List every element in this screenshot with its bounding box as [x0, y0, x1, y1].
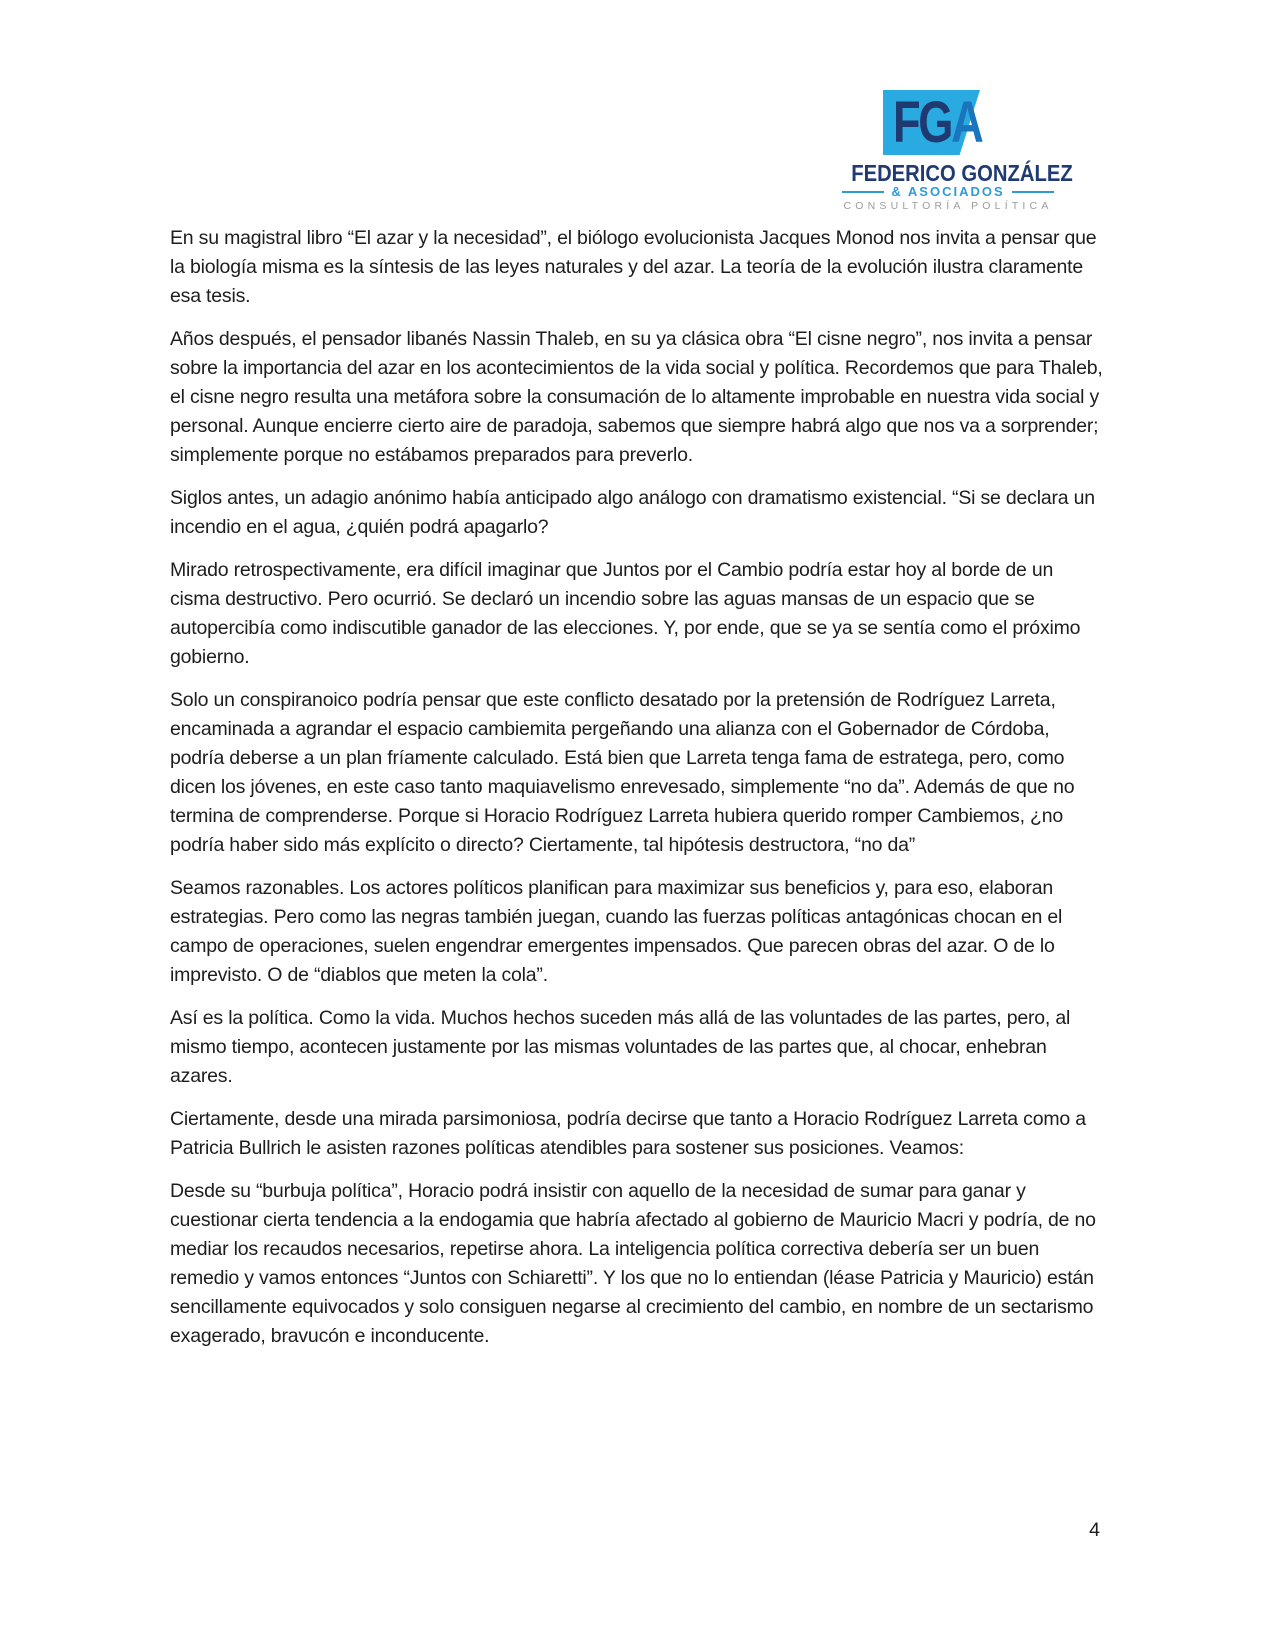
paragraph-5: Solo un conspiranoico podría pensar que este conflicto desatado por la pretensión de Rodríguez Larreta, encaminada a agrandar el espacio cambiemita pergeñando una alianza con el Gobernador de Córdoba, podría deberse a un plan fríamente calculado. Está bien que Larreta tenga fama de estratega, pero, como dicen los jóvenes, en este caso tanto maquiavelismo enrevesado, simplemente “no da”. Además de que no termina de comprenderse. Porque si Horacio Rodríguez Larreta hubiera querido romper Cambiemos, ¿no podría haber sido más explícito o directo? Ciertamente, tal hipótesis destructora, “no da” — [170, 689, 1075, 856]
page-number: 4 — [1089, 1519, 1100, 1541]
paragraph-2: Años después, el pensador libanés Nassin Thaleb, en su ya clásica obra “El cisne negro”, nos invita a pensar sobre la importancia del azar en los acontecimientos de la vida social y política. Recordemos que para Thaleb, el cisne negro resulta una metáfora sobre la consumación de lo altamente improbable en nuestra vida social y personal. Aunque encierre cierto aire de paradoja, sabemos que siempre habrá algo que nos va a sorprender; simplemente porque no estábamos preparados para preverlo. — [170, 328, 1103, 466]
paragraph-1: En su magistral libro “El azar y la necesidad”, el biólogo evolucionista Jacques Monod nos invita a pensar que la biología misma es la síntesis de las leyes naturales y del azar. La teoría de la evolución ilustra claramente esa tesis. — [170, 227, 1097, 307]
paragraph-8: Ciertamente, desde una mirada parsimoniosa, podría decirse que tanto a Horacio Rodríguez Larreta como a Patricia Bullrich le asisten razones políticas atendibles para sostener sus posiciones. Veamos: — [170, 1108, 1086, 1159]
paragraph-3: Siglos antes, un adagio anónimo había anticipado algo análogo con dramatismo existencial. “Si se declara un incendio en el agua, ¿quién podrá apagarlo? — [170, 487, 1095, 538]
subtitle-left-rule — [842, 191, 884, 193]
logo-letters-fg: FG — [893, 90, 952, 155]
company-subtitle-row — [828, 184, 1068, 199]
paragraph-7: Así es la política. Como la vida. Muchos hechos suceden más allá de las voluntades de las partes, pero, al mismo tiempo, acontecen justamente por las mismas voluntades de las partes que, al chocar, enhebran azares. — [170, 1007, 1071, 1087]
article-body — [170, 224, 1107, 1365]
subtitle-right-rule — [1012, 191, 1054, 193]
paragraph-6: Seamos razonables. Los actores políticos planifican para maximizar sus beneficios y, para eso, elaboran estrategias. Pero como las negras también juegan, cuando las fuerzas políticas antagónicas chocan en el campo de operaciones, suelen engendrar emergentes impensados. Que parecen obras del azar. O de lo imprevisto. O de “diablos que meten la cola”. — [170, 877, 1063, 986]
logo-letter-a: A — [951, 90, 982, 155]
company-name: FEDERICO GONZÁLEZ — [851, 160, 1073, 186]
paragraph-4: Mirado retrospectivamente, era difícil imaginar que Juntos por el Cambio podría estar hoy al borde de un cisma destructivo. Pero ocurrió. Se declaró un incendio sobre las aguas mansas de un espacio que se autopercibía como indiscutible ganador de las elecciones. Y, por ende, que se ya se sentía como el próximo gobierno. — [170, 559, 1081, 668]
fga-logo-mark — [893, 90, 981, 155]
company-tagline: CONSULTORÍA POLÍTICA — [843, 200, 1053, 212]
paragraph-9: Desde su “burbuja política”, Horacio podrá insistir con aquello de la necesidad de sumar para ganar y cuestionar cierta tendencia a la endogamia que habría afectado al gobierno de Mauricio Macri y podría, de no mediar los recaudos necesarios, repetirse ahora. La inteligencia política correctiva debería ser un buen remedio y vamos entonces “Juntos con Schiaretti”. Y los que no lo entiendan (léase Patricia y Mauricio) están sencillamente equivocados y solo consiguen negarse al crecimiento del cambio, en nombre de un sectarismo exagerado, bravucón e inconducente. — [170, 1180, 1096, 1347]
company-subtitle: & ASOCIADOS — [891, 184, 1005, 199]
